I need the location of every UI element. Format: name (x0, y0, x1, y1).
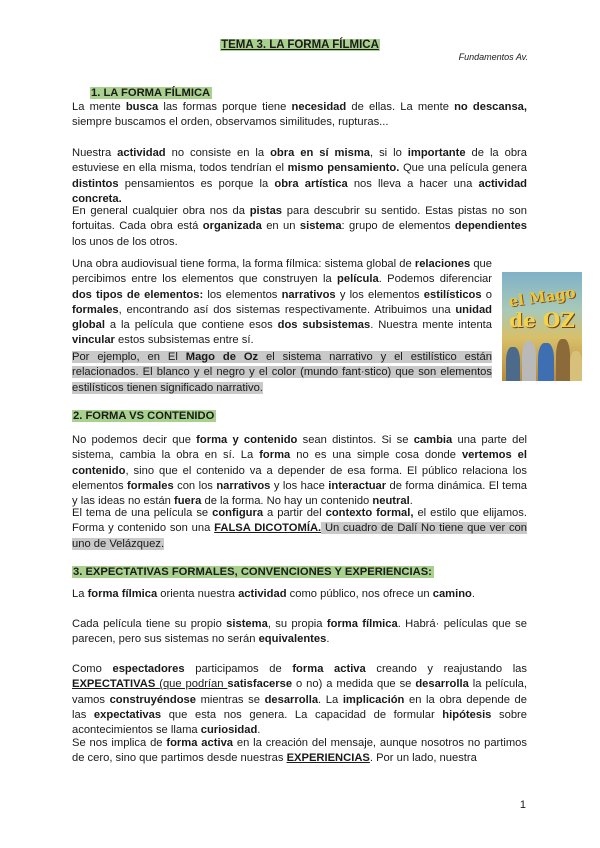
text-run: equivalentes (258, 633, 327, 646)
text-run: no descansa, (454, 101, 527, 113)
text-run: a la película que contiene esos (104, 319, 278, 332)
text-run: construyéndose (109, 693, 196, 706)
text-run: en un (261, 220, 300, 233)
text-run: Por ejemplo, en El (72, 351, 186, 363)
text-run: Un cuadro de Dalí No tiene que ver con uno de Velázquez. (72, 522, 528, 550)
s1-paragraph-2 (72, 146, 527, 207)
text-run: relaciones (414, 258, 471, 270)
text-run: , si lo (370, 147, 408, 159)
text-run: forma y contenido (196, 434, 298, 446)
text-run: a partir del (263, 507, 326, 519)
text-run: . Habrá· películas que se parecen, pero sus sistemas no serán (72, 618, 527, 646)
text-run: contexto formal, (325, 507, 414, 519)
text-run: y los hace (270, 479, 329, 492)
s3-paragraph-4 (72, 736, 527, 767)
text-run: actividad concreta. (72, 177, 527, 205)
text-run: No podemos decir que (72, 434, 197, 446)
text-run: : grupo de elementos (341, 220, 455, 233)
s1-paragraph-4 (72, 257, 492, 349)
text-run: la película, vamos (72, 678, 528, 706)
text-run: configura (212, 507, 264, 519)
s1-paragraph-3 (72, 204, 527, 250)
text-run: estos subsistemas entre sí. (114, 334, 254, 347)
text-run: forma (259, 449, 291, 462)
text-run: narrativos (216, 479, 271, 492)
text-run: dos subsistemas (277, 319, 371, 332)
text-run: obra artística (274, 177, 348, 190)
text-run: Nuestra (72, 147, 118, 159)
section-1-heading: 1. LA FORMA FÍLMICA (91, 87, 211, 99)
text-run: cambia (413, 434, 453, 446)
text-run: siempre buscamos el orden, observamos similitudes, rupturas... (72, 116, 389, 129)
page-title (0, 38, 600, 53)
s3-paragraph-1 (72, 587, 527, 602)
text-run: Se nos implica de (72, 737, 167, 749)
text-run: o no) a medida que se (292, 678, 416, 691)
text-run: sobre acontecimientos se llama (72, 708, 527, 737)
text-run: de ellas. La mente (346, 101, 455, 113)
text-run: . (471, 588, 475, 600)
text-run: los unos de los otros. (72, 235, 178, 248)
text-run: o (481, 288, 492, 301)
text-run: dos tipos de elementos: (72, 288, 204, 301)
text-run: para descubrir su sentido. Estas pistas no son fortuitas. Cada obra está (72, 205, 527, 233)
text-run: forma fílmica (87, 588, 158, 600)
text-run: vertemos el contenido (72, 449, 527, 477)
text-run: narrativos (281, 288, 336, 301)
text-run: el sistema narrativo y el estilístico están relacionados. El blanco y el negro y el color (mundo fant·stico) que son elementos estilísticos tienen significado narrativo. (72, 351, 492, 394)
text-run: . (409, 495, 413, 508)
text-run: . Podemos diferenciar (378, 273, 492, 286)
text-run: . (326, 633, 330, 646)
text-run: neutral (372, 495, 410, 508)
page-number: 1 (519, 799, 526, 811)
text-run: no es una simple cosa donde (290, 449, 462, 462)
text-run: pensamientos es porque la (118, 177, 275, 190)
text-run: El tema de una película se (72, 507, 213, 519)
text-run: los elementos (203, 288, 282, 301)
text-run: . Por un lado, nuestra (369, 752, 477, 765)
s2-paragraph-2 (72, 506, 527, 552)
section-2-heading: 2. FORMA VS CONTENIDO (73, 410, 215, 422)
text-run: organizada (202, 220, 262, 233)
text-run: formales (127, 479, 174, 492)
text-run: EXPECTATIVAS (72, 678, 160, 691)
text-run: implicación (342, 693, 405, 706)
text-run: importante (407, 147, 466, 159)
text-run: pistas (249, 205, 283, 217)
text-run: vincular (72, 334, 115, 347)
text-run: interactuar (328, 479, 387, 492)
text-run: , encontrando así dos sistemas respectivamente. Atribuimos una (118, 303, 456, 316)
text-run: Cada película tiene su propio (72, 618, 227, 630)
text-run: en la creación del mensaje, aunque nosotros no partimos de cero, sino que partimos desde nuestras (72, 737, 527, 765)
s1-paragraph-1 (72, 100, 527, 131)
text-run: forma fílmica (326, 618, 398, 630)
text-run: estilísticos (423, 288, 482, 301)
text-run: forma activa (166, 737, 234, 749)
text-run: nos lleva a hacer una (347, 177, 479, 190)
s1-paragraph-5 (72, 350, 492, 396)
text-run: Mago de Oz (185, 351, 259, 363)
text-run: en la obra depende de las (72, 693, 527, 721)
text-run: no consiste en la (165, 147, 271, 159)
text-run: busca (125, 101, 159, 113)
text-run: desarrolla (264, 693, 319, 706)
text-run: . Nuestra mente intenta (370, 319, 492, 332)
text-run: hipótesis (442, 708, 492, 721)
text-run: participamos de (184, 663, 293, 675)
text-run: . La (318, 693, 343, 706)
text-run: curiosidad (200, 724, 258, 737)
text-run: mientras se (196, 693, 265, 706)
s3-paragraph-3 (72, 662, 527, 738)
text-run: Una obra audiovisual tiene forma, la forma fílmica: sistema global de (72, 258, 415, 270)
text-run: Que una película genera (399, 162, 527, 175)
text-run: y los elementos (335, 288, 424, 301)
text-run: unidad global (72, 303, 492, 332)
text-run: expectativas (93, 708, 162, 721)
text-run: . (257, 724, 261, 737)
text-run: que percibimos entre los elementos que construyen la (72, 258, 492, 286)
poster-title-line-2: de OZ (509, 308, 575, 332)
text-run: fuera (174, 495, 202, 508)
poster-title-line-1: el Mago (507, 283, 577, 311)
s3-paragraph-2 (72, 617, 527, 648)
text-run: sean distintos. Si se (297, 434, 414, 446)
text-run: dependientes (454, 220, 528, 233)
wizard-of-oz-poster-image (502, 272, 582, 381)
text-run: FALSA DICOTOMÍA. (214, 522, 322, 535)
text-run: , su propia (267, 618, 327, 630)
title-text: TEMA 3. LA FORMA FÍLMICA (221, 39, 379, 51)
text-run: formales (72, 303, 119, 316)
text-run: espectadores (112, 663, 185, 675)
text-run: En general cualquier obra nos da (72, 205, 250, 217)
text-run: obra en sí misma (270, 147, 371, 159)
text-run: de forma dinámica. El tema y las ideas no están (72, 479, 527, 508)
text-run: satisfacerse (227, 678, 293, 691)
text-run: película (337, 273, 379, 286)
section-3-heading: 3. EXPECTATIVAS FORMALES, CONVENCIONES Y EXPERIENCIAS: (73, 566, 432, 578)
s2-paragraph-1 (72, 433, 527, 509)
text-run: actividad (117, 147, 166, 159)
text-run: EXPERIENCIAS (286, 752, 370, 765)
text-run: La (72, 588, 88, 600)
text-run: mismo pensamiento. (287, 162, 400, 175)
text-run: que esta nos genera. La capacidad de formular (161, 708, 443, 721)
text-run: las formas porque tiene (158, 101, 292, 113)
text-run: camino (432, 588, 472, 600)
text-run: creando y reajustando las (365, 663, 527, 675)
text-run: (que podrían (159, 678, 228, 691)
text-run: distintos (72, 177, 119, 190)
text-run: sistema (299, 220, 342, 233)
text-run: orienta nuestra (157, 588, 239, 600)
text-run: una parte del sistema, cambia la obra en sí. La (72, 434, 528, 462)
text-run: el estilo que elijamos. Forma y contenido son una (72, 507, 527, 535)
text-run: , sino que el contenido va a depender de esa forma. El público relaciona los elementos (72, 464, 527, 492)
text-run: de la forma. No hay un contenido (201, 495, 373, 508)
text-run: necesidad (291, 101, 347, 113)
text-run: Como (72, 663, 113, 675)
text-run: con los (173, 479, 217, 492)
text-run: forma activa (292, 663, 366, 675)
text-run: de la obra estuviese en ella misma, todos tendrían el (72, 147, 528, 175)
text-run: como público, nos ofrece un (286, 588, 433, 600)
text-run: actividad (238, 588, 287, 600)
text-run: sistema (226, 618, 268, 630)
subject-label: Fundamentos Av. (458, 52, 528, 62)
text-run: desarrolla (415, 678, 469, 691)
text-run: La mente (72, 101, 126, 113)
